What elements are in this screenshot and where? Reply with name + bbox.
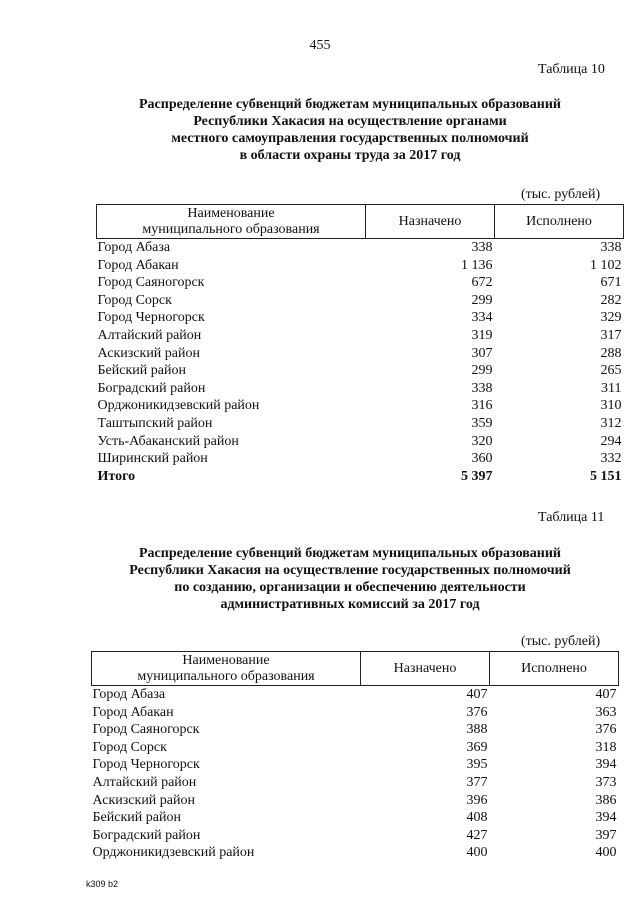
cell-name: Город Саяногорск — [92, 722, 200, 738]
cell-name: Город Абаза — [97, 240, 171, 255]
table-11-title — [60, 545, 640, 613]
cell-assigned: 360 — [471, 451, 493, 467]
title-line: Республики Хакасия на осуществление государственных полномочий — [129, 563, 571, 578]
table-row — [97, 362, 624, 380]
table-row — [92, 809, 619, 827]
cell-assigned: 320 — [471, 433, 493, 449]
cell-name: Боградский район — [92, 827, 201, 843]
units-label: (тыс. рублей) — [521, 187, 601, 202]
cell-executed: 1 102 — [590, 257, 622, 273]
table-10-label: Таблица 10 — [538, 62, 605, 77]
page-number: 455 — [309, 38, 331, 53]
cell-name: Таштыпский район — [97, 415, 213, 431]
cell-executed: 407 — [595, 687, 617, 702]
cell-name: Усть-Абаканский район — [97, 433, 239, 449]
cell-executed: 318 — [595, 739, 617, 755]
cell-name: Город Саяногорск — [97, 275, 205, 291]
title-line: Распределение субвенций бюджетам муниципальных образований — [139, 546, 561, 561]
table-row — [92, 827, 619, 845]
cell-assigned: 319 — [471, 327, 493, 343]
cell-assigned: 377 — [466, 774, 488, 790]
units-label: (тыс. рублей) — [521, 634, 601, 649]
cell-executed: 265 — [600, 363, 622, 379]
table-10 — [96, 204, 624, 485]
cell-name: Аскизский район — [97, 345, 200, 361]
title-line: Распределение субвенций бюджетам муниципальных образований — [139, 97, 561, 112]
cell-name: Алтайский район — [97, 327, 202, 343]
table-row — [92, 792, 619, 810]
cell-executed: 338 — [600, 240, 622, 255]
table-row — [92, 844, 619, 862]
cell-name: Бейский район — [92, 810, 181, 826]
table-body — [92, 686, 619, 862]
table-row — [92, 774, 619, 792]
cell-assigned: 395 — [466, 757, 488, 773]
header-line: Наименование — [187, 205, 275, 221]
cell-assigned: 388 — [466, 722, 488, 738]
cell-executed: 376 — [595, 722, 617, 738]
cell-name: Бейский район — [97, 363, 186, 379]
table-row — [97, 292, 624, 310]
cell-executed: 373 — [595, 774, 617, 790]
table-row — [97, 450, 624, 468]
cell-assigned: 338 — [471, 380, 493, 396]
cell-executed: 312 — [600, 415, 622, 431]
table-row — [97, 397, 624, 415]
cell-name: Город Черногорск — [97, 310, 205, 326]
cell-assigned: 299 — [471, 292, 493, 308]
cell-executed: 386 — [595, 792, 617, 808]
total-assigned: 5 397 — [461, 468, 493, 484]
title-line: по созданию, организации и обеспечению деятельности — [174, 580, 526, 595]
header-line: муниципального образования — [142, 221, 320, 237]
cell-assigned: 316 — [471, 398, 493, 414]
column-header-name — [97, 205, 366, 239]
cell-name: Город Абакан — [92, 704, 174, 720]
table-row — [97, 239, 624, 257]
cell-executed: 394 — [595, 757, 617, 773]
table-row — [92, 686, 619, 704]
cell-executed: 310 — [600, 398, 622, 414]
cell-executed: 311 — [601, 380, 622, 396]
table-row — [97, 345, 624, 363]
cell-executed: 329 — [600, 310, 622, 326]
table-row — [97, 309, 624, 327]
cell-name: Город Черногорск — [92, 757, 200, 773]
cell-assigned: 299 — [471, 363, 493, 379]
cell-assigned: 338 — [471, 240, 493, 255]
cell-name: Орджоникидзевский район — [92, 845, 255, 861]
cell-assigned: 1 136 — [461, 257, 493, 273]
cell-assigned: 427 — [466, 827, 488, 843]
cell-assigned: 400 — [466, 845, 488, 861]
table-row — [97, 257, 624, 275]
table-11 — [91, 651, 619, 862]
total-row — [97, 468, 624, 486]
footer-code: k309 b2 — [86, 879, 119, 889]
cell-assigned: 672 — [471, 275, 493, 291]
column-header-executed: Исполнено — [490, 652, 619, 686]
header-line: муниципального образования — [137, 668, 315, 684]
cell-name: Орджоникидзевский район — [97, 398, 260, 414]
table-row — [97, 415, 624, 433]
title-line: административных комиссий за 2017 год — [220, 597, 480, 612]
cell-executed: 294 — [600, 433, 622, 449]
cell-executed: 282 — [600, 292, 622, 308]
cell-name: Город Сорск — [92, 739, 167, 755]
table-row — [97, 327, 624, 345]
cell-assigned: 334 — [471, 310, 493, 326]
cell-assigned: 396 — [466, 792, 488, 808]
table-row — [97, 433, 624, 451]
column-header-executed: Исполнено — [495, 205, 624, 239]
cell-name: Алтайский район — [92, 774, 197, 790]
title-line: в области охраны труда за 2017 год — [239, 148, 461, 163]
cell-executed: 671 — [600, 275, 622, 291]
column-header-name — [92, 652, 361, 686]
cell-assigned: 376 — [466, 704, 488, 720]
cell-executed: 332 — [600, 451, 622, 467]
cell-executed: 394 — [595, 810, 617, 826]
cell-name: Город Сорск — [97, 292, 172, 308]
header-line: Наименование — [182, 652, 270, 668]
cell-assigned: 407 — [466, 687, 488, 702]
total-label: Итого — [97, 468, 136, 484]
cell-assigned: 408 — [466, 810, 488, 826]
cell-name: Город Абаза — [92, 687, 166, 702]
cell-name: Аскизский район — [92, 792, 195, 808]
cell-name: Ширинский район — [97, 451, 208, 467]
cell-assigned: 359 — [471, 415, 493, 431]
table-row — [97, 274, 624, 292]
table-10-title — [60, 96, 640, 164]
title-line: Республики Хакасия на осуществление органами — [193, 114, 507, 129]
table-body — [97, 239, 624, 486]
table-row — [92, 756, 619, 774]
title-line: местного самоуправления государственных полномочий — [171, 131, 529, 146]
cell-name: Боградский район — [97, 380, 206, 396]
column-header-assigned: Назначено — [361, 652, 490, 686]
cell-name: Город Абакан — [97, 257, 179, 273]
table-row — [92, 704, 619, 722]
table-row — [92, 739, 619, 757]
cell-executed: 397 — [595, 827, 617, 843]
column-header-assigned: Назначено — [366, 205, 495, 239]
cell-executed: 363 — [595, 704, 617, 720]
cell-executed: 400 — [595, 845, 617, 861]
total-executed: 5 151 — [590, 468, 622, 484]
cell-executed: 288 — [600, 345, 622, 361]
cell-executed: 317 — [600, 327, 622, 343]
table-row — [97, 380, 624, 398]
cell-assigned: 307 — [471, 345, 493, 361]
cell-assigned: 369 — [466, 739, 488, 755]
table-11-label: Таблица 11 — [538, 510, 605, 525]
table-row — [92, 721, 619, 739]
